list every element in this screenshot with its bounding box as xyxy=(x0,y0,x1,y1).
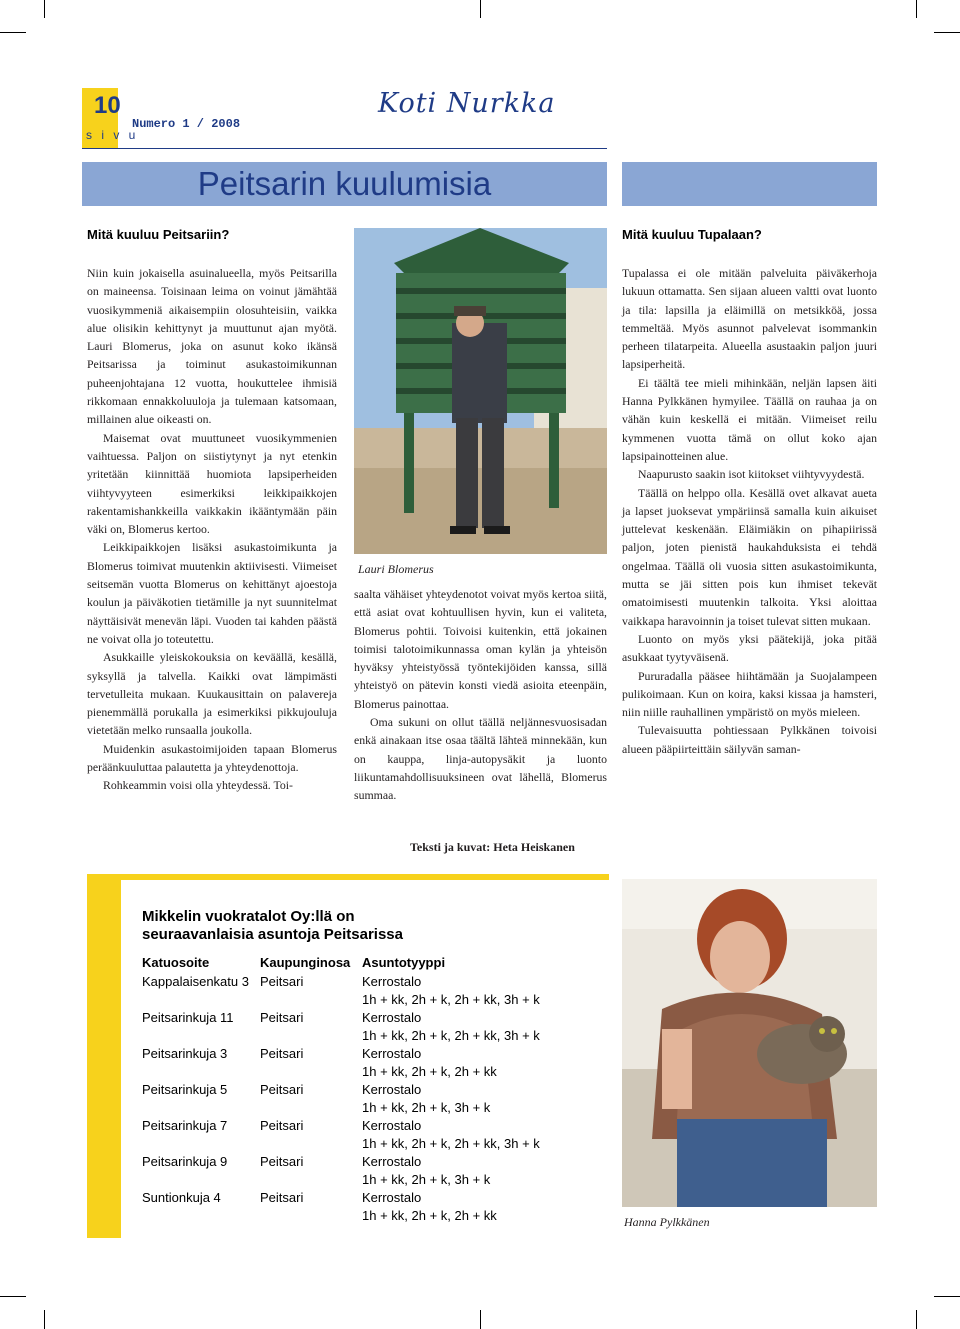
table-cell-district: Peitsari xyxy=(260,1082,304,1097)
column-header-district: Kaupunginosa xyxy=(260,955,351,970)
table-cell-type: Kerrostalo xyxy=(362,1082,422,1097)
paragraph: Asukkaille yleiskokouksia on keväällä, kesällä, syksyllä ja talvella. Kaikki ovat lämpimästi tervetulleita mukaan. Kuukausittain on palavereja pienemmällä porukalla ja esimerkiksi pikkujouluja vietetään melko runsaalla joukolla. xyxy=(87,650,337,738)
table-cell-type: Kerrostalo xyxy=(362,1154,422,1169)
title-bar-right xyxy=(622,162,877,206)
brand-logo: Koti Nurkka xyxy=(378,88,556,119)
page-title: Peitsarin kuulumisia xyxy=(197,165,492,202)
table-cell-address: Peitsarinkuja 3 xyxy=(142,1046,228,1061)
table-cell-type: Kerrostalo xyxy=(362,1046,422,1061)
paragraph: Naapurusto saakin isot kiitokset viihtyvyydestä. xyxy=(638,467,865,482)
table-cell-type: Kerrostalo xyxy=(362,1010,422,1025)
header-rule xyxy=(82,148,607,149)
paragraph: Luonto on myös yksi päätekijä, joka pitää asukkaat tyytyväisenä. xyxy=(622,631,877,665)
table-cell-rooms: 1h + kk, 2h + k, 2h + kk xyxy=(362,1064,497,1079)
crop-mark xyxy=(480,0,481,18)
right-column-text xyxy=(622,264,877,758)
right-heading: Mitä kuuluu Tupalaan? xyxy=(622,227,762,242)
paragraph: Muidenkin asukastoimijoiden tapaan Blomerus peräänkuuluttaa palautetta ja yhteydenottoja. xyxy=(87,741,337,775)
table-cell-address: Kappalaisenkatu 3 xyxy=(142,974,249,989)
paragraph: Leikkipaikkojen lisäksi asukastoimikunta ja Blomerus toimivat muutenkin aktiivisesti. Viimeiset seitsemän vuotta Blomerus on kehittänyt ajoestoja koulun ja päiväkotien tietämille ja nyt suunnitelmat näyttäisivät menevän läpi. Vuoden tai kahden päästä ne voivat olla jo toteutettu. xyxy=(87,540,337,646)
table-cell-district: Peitsari xyxy=(260,1010,304,1025)
paragraph: Niin kuin jokaisella asuinalueella, myös Peitsarilla on maineensa. Toisinaan leima on voinut jämähtää vuosikymmeniä aikaisempiin olosuhteisiin, vaikka alue olisikin kehittynyt ja muuttunut ajan myötä. Lauri Blomerus, joka on asunut koko ikänsä Peitsarissa ja toiminut asukastoimikunnan puheenjohtajana 12 vuotta, houkuttelee ihmisiä rikkomaan ennakkoluuloja ja tulemaan katsomaan, millainen alue oikeasti on. xyxy=(87,266,337,427)
housing-table xyxy=(142,955,602,1225)
table-cell-district: Peitsari xyxy=(260,1154,304,1169)
crop-mark xyxy=(916,0,917,18)
crop-mark xyxy=(916,1310,917,1329)
left-column-text xyxy=(87,264,337,795)
table-cell-rooms: 1h + kk, 2h + k, 2h + kk, 3h + k xyxy=(362,992,540,1007)
column-header-type: Asuntotyyppi xyxy=(362,955,446,970)
middle-column-text xyxy=(354,585,607,805)
paragraph: Rohkeammin voisi olla yhteydessä. Toi- xyxy=(103,778,293,793)
photo-caption-lauri: Lauri Blomerus xyxy=(358,562,434,576)
table-cell-rooms: 1h + kk, 2h + k, 2h + kk, 3h + k xyxy=(362,1028,540,1043)
page-label: s i v u xyxy=(86,128,139,142)
crop-mark xyxy=(0,1296,26,1297)
paragraph: Pururadalla pääsee hiihtämään ja Suojalampeen pulikoimaan. Kun on koira, kaksi kissaa ja hamsteri, niin niille rauhallinen ympäristö on myös mieleen. xyxy=(622,668,877,720)
left-heading: Mitä kuuluu Peitsariin? xyxy=(87,227,230,242)
housing-box-title xyxy=(142,908,542,944)
table-cell-type: Kerrostalo xyxy=(362,974,422,989)
crop-mark xyxy=(44,0,45,18)
table-cell-district: Peitsari xyxy=(260,1046,304,1061)
page-number: 10 xyxy=(94,92,121,119)
table-cell-address: Peitsarinkuja 5 xyxy=(142,1082,228,1097)
paragraph: Oma sukuni on ollut täällä neljännesvuosisadan enkä ainakaan itse osaa täältä lähteä minnekään, kun on kauppa, linja-autopysäkit ja luonto liikuntamahdollisuuksineen ovat lähellä, Blomerus summaa. xyxy=(354,715,607,803)
table-cell-address: Peitsarinkuja 11 xyxy=(142,1010,234,1025)
table-cell-address: Suntionkuja 4 xyxy=(142,1190,221,1205)
table-cell-type: Kerrostalo xyxy=(362,1118,422,1133)
table-cell-district: Peitsari xyxy=(260,974,304,989)
issue-label: Numero 1 / 2008 xyxy=(132,117,241,131)
photo-lauri-blomerus xyxy=(354,228,607,554)
table-cell-rooms: 1h + kk, 2h + k, 3h + k xyxy=(362,1100,491,1115)
crop-mark xyxy=(934,1296,960,1297)
crop-mark xyxy=(0,32,26,33)
paragraph: Tupalassa ei ole mitään palveluita päiväkerhoja lukuun ottamatta. Sen sijaan alueen valtti ovat luonto ja tila: lapsilla ja eläimillä on metsikköä, jossa temmeltää. Myös asunnot palvelevat isommankin perheen tilatarpeita. Alueella asustaakin paljon juuri lapsiperheitä. xyxy=(622,266,877,372)
crop-mark xyxy=(44,1310,45,1329)
paragraph: Maisemat ovat muuttuneet vuosikymmenien vaihtuessa. Paljon on siistiytynyt ja nyt etenkin yritetään kiinnittää huomiota lapsiperheiden viihtyvyyteen esimerkiksi leikkipaikkojen rakentamishankkeilla vaikkakin ikääntymään päin väki on, Blomerus kertoo. xyxy=(87,430,337,537)
table-cell-district: Peitsari xyxy=(260,1118,304,1133)
article-credit: Teksti ja kuvat: Heta Heiskanen xyxy=(410,840,575,854)
paragraph: Tulevaisuutta pohtiessaan Pylkkänen toivoisi alueen pääpiirteittäin säilyvän saman- xyxy=(622,723,877,756)
table-cell-rooms: 1h + kk, 2h + k, 3h + k xyxy=(362,1172,491,1187)
table-cell-district: Peitsari xyxy=(260,1190,304,1205)
crop-mark xyxy=(934,32,960,33)
paragraph: Täällä on helppo olla. Kesällä ovet alkavat aueta ja lapset juoksevat ympäriinsä samalla kuin aikuiset juttelevat keskenään. Eläimiäkin on pihapiirissä paljon, joten pienistä haukahduksista ei tehdä ongelmaa. Täällä oli vuosia sitten asukastoimikunta, mutta se jäi sitten pois kun ihmiset tekevät omatoimisesti muutenkin talkoita. Yksi aloittaa vaikkapa haravoinnin ja toiset tulevat sitten mukaan. xyxy=(622,485,877,628)
table-cell-rooms: 1h + kk, 2h + k, 2h + kk xyxy=(362,1208,497,1223)
table-cell-address: Peitsarinkuja 7 xyxy=(142,1118,228,1133)
crop-mark xyxy=(480,1310,481,1329)
housing-box-title-line: seuraavanlaisia asuntoja Peitsarissa xyxy=(142,926,403,943)
paragraph: Ei täältä tee mieli mihinkään, neljän lapsen äiti Hanna Pylkkänen hymyilee. Täällä on rauhaa ja on vähän kuin keskellä ei mitään. Viimeiset reilu kymmenen vuotta tämä on ollut koko ajan lapsipainotteinen alue. xyxy=(622,375,877,463)
housing-box-title-line: Mikkelin vuokratalot Oy:llä on xyxy=(142,908,355,925)
table-cell-address: Peitsarinkuja 9 xyxy=(142,1154,228,1169)
table-cell-rooms: 1h + kk, 2h + k, 2h + kk, 3h + k xyxy=(362,1136,540,1151)
column-header-address: Katuosoite xyxy=(142,955,210,970)
photo-caption-hanna: Hanna Pylkkänen xyxy=(624,1215,710,1229)
table-cell-type: Kerrostalo xyxy=(362,1190,422,1205)
photo-hanna-pylkkanen xyxy=(622,879,877,1207)
paragraph: saalta vähäiset yhteydenotot voivat myös kertoa siitä, että asiat ovat kohtuullisen hyvin, kun ei valiteta, Blomerus pohtii. Toivoisi kuitenkin, että jokainen toimisi talotoimikunnassa oman kylän ja yhteisön hyväksy yhteistyössä työntekijöiden kanssa, sillä yhteistyö on pätevin konsti viedä asioita eteenpäin, Blomerus painottaa. xyxy=(354,587,607,711)
